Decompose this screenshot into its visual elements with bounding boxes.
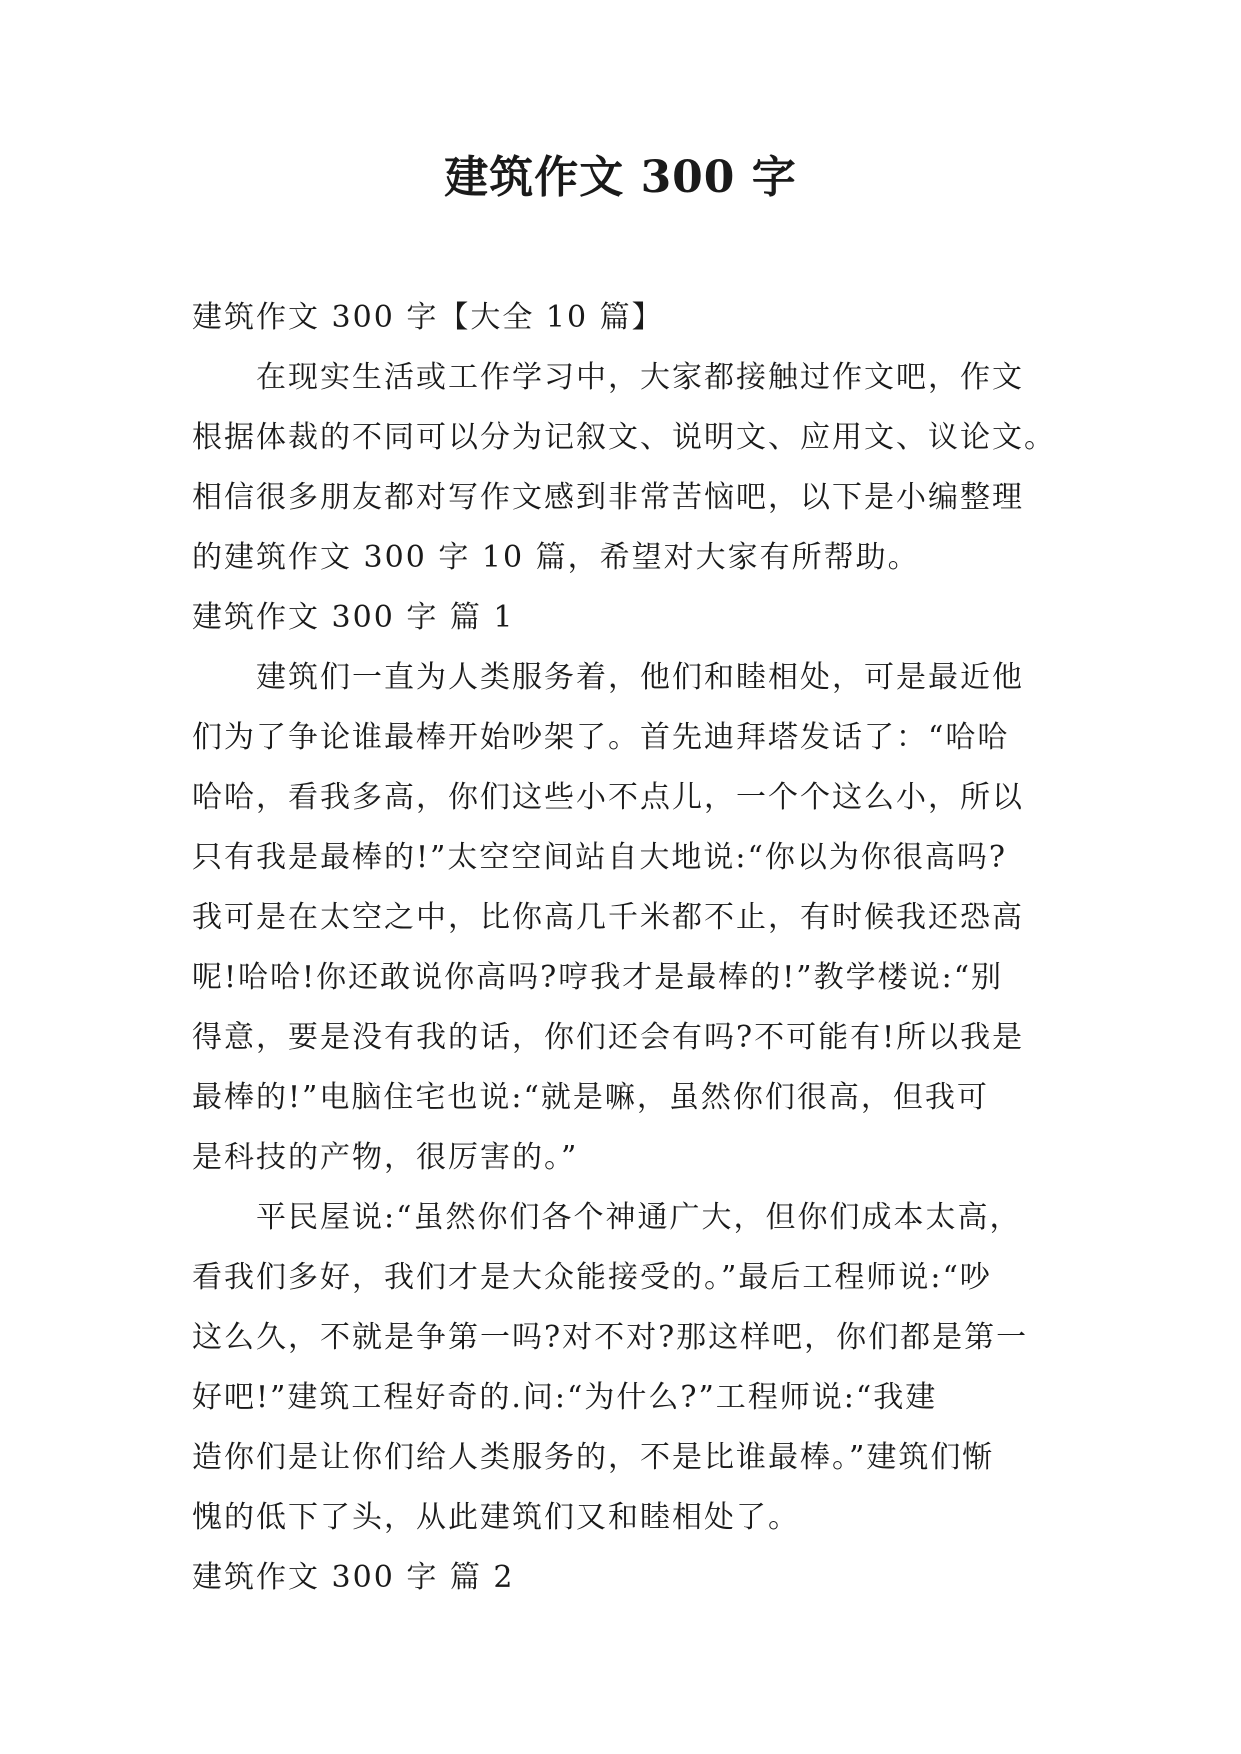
paragraph-line: 只有我是最棒的!”太空空间站自大地说:“你以为你很高吗? [192,840,1007,875]
paragraph-line: 建筑们一直为人类服务着，他们和睦相处，可是最近他 [256,660,1024,695]
document-body [192,288,1060,1608]
intro-line: 根据体裁的不同可以分为记叙文、说明文、应用文、议论文。 [192,420,1056,455]
paragraph-line: 得意，要是没有我的话，你们还会有吗?不可能有!所以我是 [192,1020,1025,1055]
paragraph-line: 是科技的产物，很厉害的。” [192,1140,579,1175]
paragraph-line: 平民屋说:“虽然你们各个神通广大，但你们成本太高， [256,1200,1022,1235]
intro-line: 相信很多朋友都对写作文感到非常苦恼吧，以下是小编整理 [192,480,1024,515]
section-heading: 建筑作文 300 字 篇 1 [192,600,515,635]
paragraph-line: 呢!哈哈!你还敢说你高吗?哼我才是最棒的!”教学楼说:“别 [192,960,1004,995]
paragraph-line: 最棒的!”电脑住宅也说:“就是嘛，虽然你们很高，但我可 [192,1080,989,1115]
paragraph-line: 我可是在太空之中，比你高几千米都不止，有时候我还恐高 [192,900,1024,935]
intro-line: 的建筑作文 300 字 10 篇，希望对大家有所帮助。 [192,540,920,575]
paragraph-line: 们为了争论谁最棒开始吵架了。首先迪拜塔发话了：“哈哈 [192,720,1010,755]
paragraph-line: 这么久，不就是争第一吗?对不对?那这样吧，你们都是第一 [192,1320,1029,1355]
paragraph-line: 造你们是让你们给人类服务的，不是比谁最棒。”建筑们惭 [192,1440,995,1475]
document-title: 建筑作文 300 字 [444,152,797,203]
paragraph-line: 哈哈，看我多高，你们这些小不点儿，一个个这么小，所以 [192,780,1024,815]
paragraph-line: 好吧!”建筑工程好奇的.问:“为什么?”工程师说:“我建 [192,1380,938,1415]
paragraph-line: 愧的低下了头，从此建筑们又和睦相处了。 [192,1500,800,1535]
paragraph-line: 看我们多好，我们才是大众能接受的。”最后工程师说:“吵 [192,1260,992,1295]
document-subtitle: 建筑作文 300 字【大全 10 篇】 [192,300,664,335]
intro-line: 在现实生活或工作学习中，大家都接触过作文吧，作文 [256,360,1024,395]
section-heading: 建筑作文 300 字 篇 2 [192,1560,515,1595]
